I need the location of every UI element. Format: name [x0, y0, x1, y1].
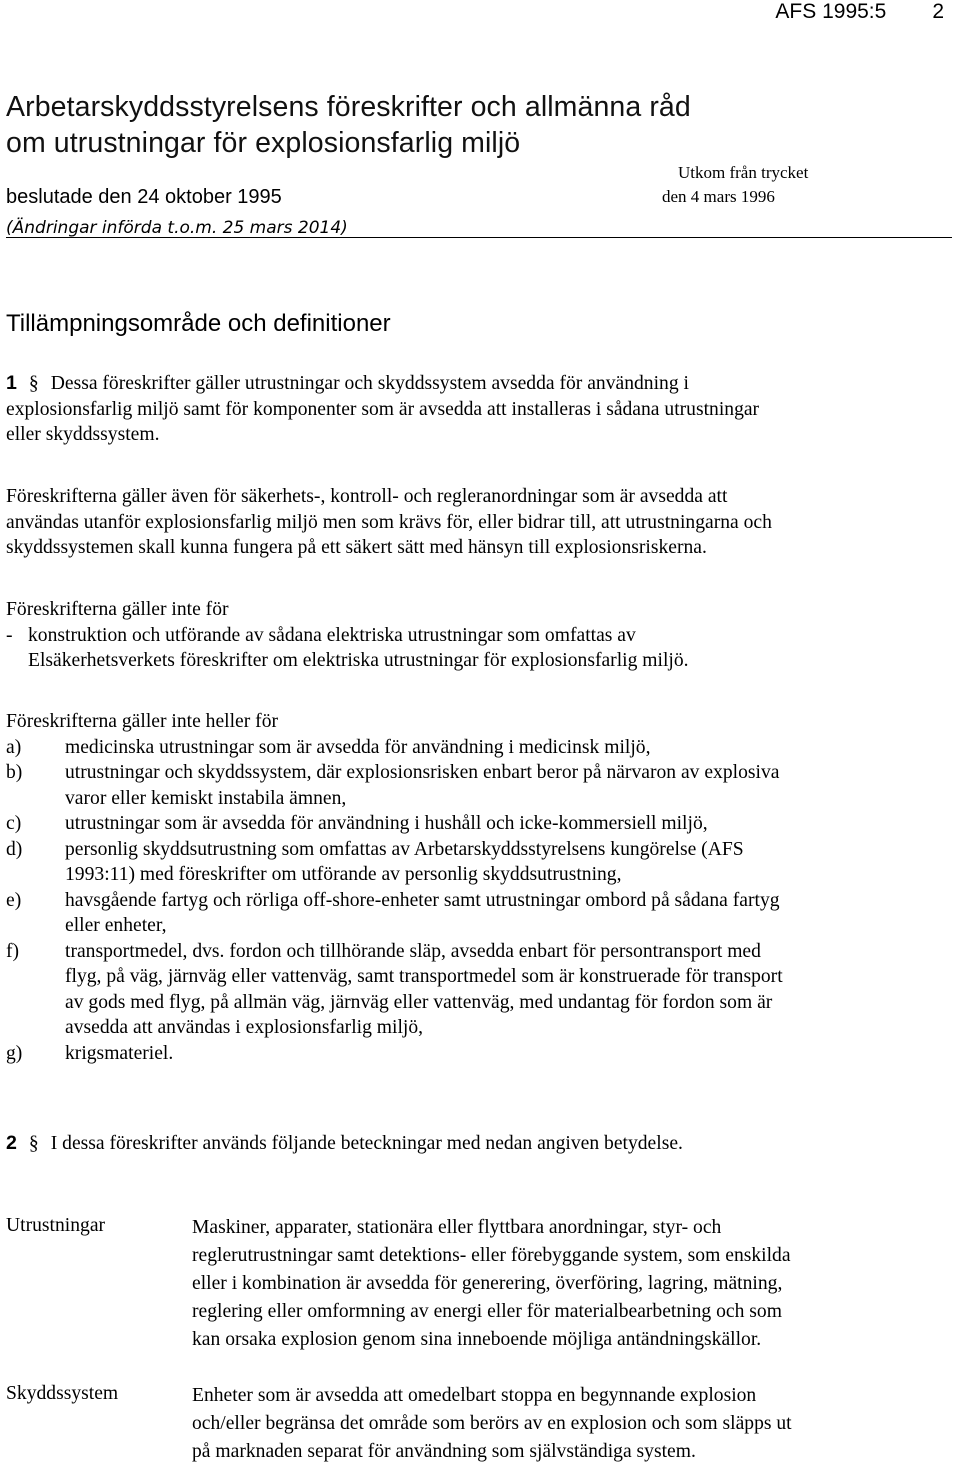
- definition-line: Enheter som är avsedda att omedelbart stoppa en begynnande explosion: [192, 1385, 757, 1406]
- list-label: g): [6, 1042, 23, 1064]
- list-item-text: transportmedel, dvs. fordon och tillhörande släp, avsedda enbart för persontransport med: [65, 940, 761, 962]
- list-label: d): [6, 838, 23, 860]
- definition-line: eller i kombination är avsedda för generering, överföring, lagring, mätning,: [192, 1273, 783, 1294]
- definition-term: Skyddssystem: [6, 1383, 119, 1404]
- list-label: f): [6, 940, 20, 962]
- list-item-text: personlig skyddsutrustning som omfattas av Arbetarskyddsstyrelsens kungörelse (AFS: [65, 838, 744, 860]
- paragraph-line: skyddssystemen skall kunna fungera på ett säkert sätt med hänsyn till explosionsriskerna.: [6, 537, 707, 558]
- section-1-text: Dessa föreskrifter gäller utrustningar och skyddssystem avsedda för användning i: [50, 373, 689, 394]
- list-item-text: utrustningar som är avsedda för användning i hushåll och icke-kommersiell miljö,: [65, 813, 708, 834]
- paragraph-scope-extension: [6, 484, 772, 561]
- definition-line: och/eller begränsa det område som berörs av en explosion och som släpps ut: [192, 1413, 792, 1434]
- list-item-text: havsgående fartyg och rörliga off-shore-enheter samt utrustningar ombord på sådana fartyg: [65, 889, 780, 911]
- list-item-text: medicinska utrustningar som är avsedda för användning i medicinsk miljö,: [65, 736, 651, 758]
- header-divider: [6, 237, 952, 238]
- list-item-g: [6, 1041, 783, 1067]
- list-item-text: 1993:11) med föreskrifter om utförande av personlig skyddsutrustning,: [65, 864, 622, 885]
- list-label: e): [6, 889, 22, 911]
- paragraph-line: användas utanför explosionsfarlig miljö men som krävs för, eller bidrar till, att utrustningarna och: [6, 511, 772, 533]
- section-heading: Tillämpningsområde och definitioner: [6, 310, 391, 337]
- section-2-text: I dessa föreskrifter används följande beteckningar med nedan angiven betydelse.: [50, 1133, 683, 1154]
- definition-line: reglerutrustningar samt detektions- eller förebyggande system, som enskilda: [192, 1245, 791, 1266]
- list-item-text: eller enheter,: [65, 915, 167, 936]
- definition-text: [192, 1214, 791, 1354]
- paragraph-intro: Föreskrifterna gäller inte för: [6, 599, 229, 620]
- list-label: b): [6, 762, 23, 783]
- list-item-text: flyg, på väg, järnväg eller vattenväg, samt transportmedel som är konstruerade för transport: [65, 966, 783, 987]
- list-item-text: utrustningar och skyddssystem, där explosionsrisken enbart beror på närvaron av explosiva: [65, 762, 780, 783]
- list-item-a: [6, 735, 783, 761]
- document-title-line-2: om utrustningar för explosionsfarlig miljö: [6, 127, 521, 159]
- section-number: 2: [6, 1132, 17, 1154]
- section-number: 1: [6, 372, 17, 394]
- paragraph-further-exclusions: [6, 709, 783, 1066]
- section-2-line: [6, 1131, 683, 1157]
- definition-line: Maskiner, apparater, stationära eller flyttbara anordningar, styr- och: [192, 1217, 722, 1238]
- section-sign: §: [28, 1133, 39, 1154]
- definition-line: på marknaden separat för användning som självständiga system.: [192, 1441, 696, 1462]
- page-number: 2: [932, 0, 944, 23]
- list-label: a): [6, 736, 22, 758]
- document-title-line-1: Arbetarskyddsstyrelsens föreskrifter och allmänna råd: [6, 91, 691, 123]
- paragraph-line: Föreskrifterna gäller även för säkerhets-, kontroll- och regleranordningar som är avsedda att: [6, 486, 728, 507]
- amendments-note: (Ändringar införda t.o.m. 25 mars 2014): [6, 218, 348, 238]
- list-item-continuation: Elsäkerhetsverkets föreskrifter om elektriska utrustningar för explosionsfarlig miljö.: [28, 650, 689, 671]
- list-item-text: konstruktion och utförande av sådana elektriska utrustningar som omfattas av: [28, 624, 636, 646]
- section-1-line: eller skyddssystem.: [6, 424, 160, 445]
- issued-label: Utkom från trycket: [678, 163, 809, 182]
- dash-bullet: -: [6, 624, 13, 646]
- list-item-c: [6, 811, 783, 837]
- list-item-f: [6, 939, 783, 1041]
- definition-line: reglering eller omformning av energi eller för materialbearbetning och som: [192, 1301, 782, 1322]
- section-1-line: [6, 371, 759, 397]
- list-item: [6, 623, 689, 649]
- document-id: AFS 1995:5: [775, 0, 887, 23]
- section-1-line: explosionsfarlig miljö samt för komponenter som är avsedda att installeras i sådana utrustningar: [6, 398, 760, 420]
- list-item-b: [6, 760, 783, 811]
- section-sign: §: [28, 373, 39, 394]
- section-1: [6, 371, 759, 448]
- paragraph-exclusions: [6, 597, 689, 674]
- list-item-e: [6, 888, 783, 939]
- page-header: [775, 0, 944, 24]
- list-item-text: krigsmateriel.: [65, 1042, 174, 1064]
- paragraph-intro: Föreskrifterna gäller inte heller för: [6, 711, 279, 732]
- definition-line: kan orsaka explosion genom sina inneboende möjliga antändningskällor.: [192, 1329, 762, 1350]
- issued-date: den 4 mars 1996: [662, 187, 775, 206]
- list-item-text: varor eller kemiskt instabila ämnen,: [65, 787, 347, 809]
- list-item-d: [6, 837, 783, 888]
- definition-text: [192, 1382, 792, 1466]
- list-item-text: avsedda att användas i explosionsfarlig miljö,: [65, 1017, 424, 1038]
- definition-term: Utrustningar: [6, 1215, 106, 1236]
- list-label: c): [6, 813, 22, 834]
- list-item-text: av gods med flyg, på allmän väg, järnväg eller vattenväg, med undantag för fordon som är: [65, 991, 773, 1013]
- section-2: [6, 1131, 683, 1157]
- decision-date: beslutade den 24 oktober 1995: [6, 186, 282, 208]
